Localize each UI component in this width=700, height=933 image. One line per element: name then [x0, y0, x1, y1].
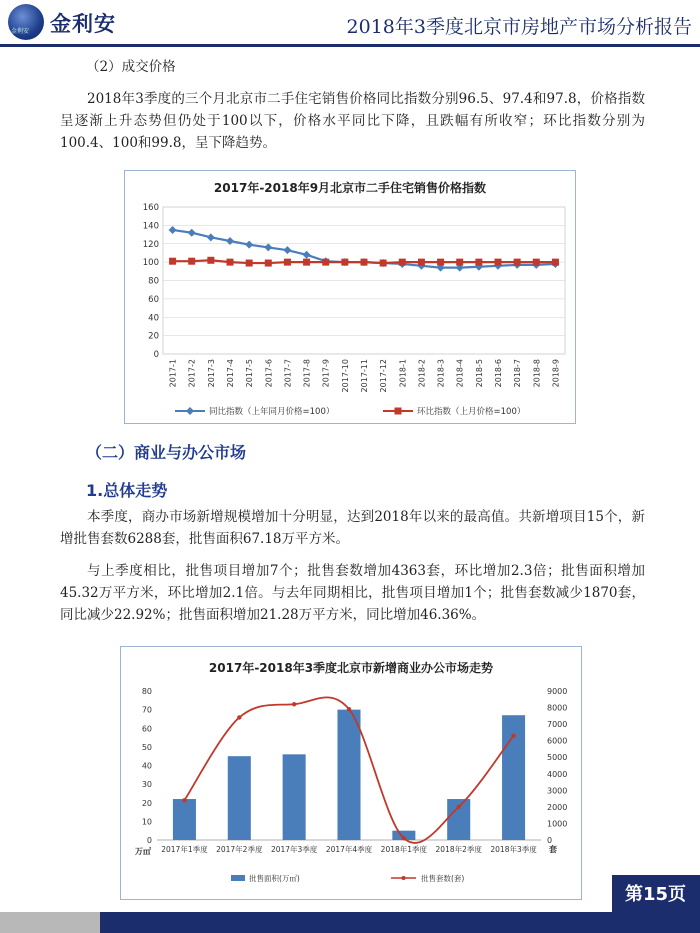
- chart1-point: [265, 260, 272, 267]
- chart2-point: [457, 805, 461, 809]
- chart1-point: [361, 259, 368, 266]
- chart2-xtick-label: 2018年3季度: [490, 845, 537, 854]
- chart1-xtick-label: 2017-8: [302, 359, 312, 388]
- chart2-ytick-right: 8000: [547, 703, 568, 713]
- chart1-xtick-label: 2018-4: [455, 359, 465, 388]
- chart1-xtick-label: 2017-7: [283, 359, 293, 388]
- chart1-point: [437, 259, 444, 266]
- chart2-title: 2017年-2018年3季度北京市新增商业办公市场走势: [208, 661, 494, 675]
- page-header: [0, 0, 700, 44]
- chart2-point: [237, 715, 241, 719]
- chart1-xtick-label: 2017-1: [168, 359, 178, 388]
- chart1-title: 2017年-2018年9月北京市二手住宅销售价格指数: [213, 181, 487, 195]
- chart1-point: [495, 259, 502, 266]
- chart1-xtick-label: 2017-11: [360, 359, 369, 393]
- chart2-point: [182, 798, 186, 802]
- chart1-ytick-label: 80: [148, 276, 159, 287]
- chart1-point: [303, 259, 310, 266]
- chart2-point: [402, 836, 406, 840]
- chart2-bar: [283, 754, 306, 840]
- chart1-ytick-label: 160: [142, 203, 159, 213]
- chart1-point: [475, 259, 482, 266]
- chart1-point: [456, 259, 463, 266]
- chart2-ytick-right: 5000: [547, 753, 568, 763]
- chart1-xtick-label: 2017-9: [321, 359, 331, 388]
- chart2-legend-label: 批售面积(万㎡): [249, 874, 300, 883]
- chart1-xtick-label: 2017-10: [340, 359, 350, 393]
- company-logo: [8, 4, 44, 40]
- chart1-point: [380, 260, 387, 267]
- chart2-ytick-right: 7000: [547, 720, 568, 730]
- footer-left-block: [0, 912, 100, 933]
- header-divider: [0, 44, 700, 47]
- chart1-point: [169, 258, 176, 265]
- chart1-legend-marker: [186, 407, 194, 415]
- price-index-chart: [124, 170, 576, 424]
- chart1-point: [341, 259, 348, 266]
- chart1-xtick-label: 2017-3: [206, 359, 216, 388]
- chart2-bar: [173, 799, 196, 840]
- chart2-bar: [337, 710, 360, 840]
- chart1-legend-label: 同比指数（上年同月价格=100）: [209, 407, 335, 417]
- chart2-ytick-right: 9000: [547, 687, 568, 696]
- chart2-xtick-label: 2018年2季度: [435, 845, 482, 854]
- chart1-point: [533, 259, 540, 266]
- logo-text: 金利安: [11, 28, 30, 35]
- chart1-xtick-label: 2018-7: [513, 359, 523, 388]
- chart2-ytick-right: 6000: [547, 736, 568, 746]
- page-number: 第15页: [625, 884, 687, 905]
- chart1-point: [514, 259, 521, 266]
- chart1-xtick-label: 2018-1: [398, 359, 408, 388]
- chart2-legend-label: 批售套数(套): [421, 874, 465, 883]
- chart1-point: [188, 258, 195, 265]
- chart1-point: [227, 259, 234, 266]
- chart2-legend-marker: [402, 876, 406, 880]
- price-heading: （2）成交价格: [86, 59, 176, 75]
- chart1-ytick-label: 40: [148, 313, 159, 324]
- chart1-ytick-label: 20: [148, 331, 159, 342]
- chart1-xtick-label: 2018-2: [417, 359, 427, 388]
- chart2-ytick-left: 40: [141, 761, 152, 771]
- office-subheading: 1.总体走势: [86, 481, 168, 500]
- chart1-xtick-label: 2017-4: [226, 359, 235, 388]
- chart1-ytick-label: 120: [142, 239, 159, 250]
- chart2-ytick-left: 30: [141, 780, 152, 790]
- chart1-point: [418, 259, 425, 266]
- chart1-point: [322, 259, 329, 266]
- office-paragraph-2: 与上季度相比，批售项目增加7个；批售套数增加4363套，环比增加2.3倍；批售面积增加45.32万平方米，环比增加2.1倍。与去年同期相比，批售项目增加1个；批售套数减少1870套，同比减少22.92%；批售面积增加21.28万平方米，同比增加46.36%。: [60, 563, 645, 623]
- chart1-point: [552, 259, 559, 266]
- chart2-point: [347, 707, 351, 711]
- chart2-ytick-right: 4000: [547, 769, 568, 779]
- chart2-bar: [228, 756, 251, 840]
- chart1-xtick-label: 2018-5: [474, 359, 484, 388]
- chart2-svg: [121, 647, 581, 899]
- chart1-xtick-label: 2018-9: [551, 359, 561, 388]
- chart2-xtick-label: 2018年1季度: [380, 845, 428, 854]
- brand-name: 金利安: [50, 12, 116, 36]
- chart1-xtick-label: 2018-8: [532, 359, 542, 388]
- chart1-point: [399, 259, 406, 266]
- chart2-ytick-left: 80: [141, 687, 152, 696]
- chart1-xtick-label: 2017-6: [264, 359, 274, 388]
- chart2-xtick-label: 2017年4季度: [325, 845, 373, 854]
- office-paragraph-1: 本季度，商办市场新增规模增加十分明显，达到2018年以来的最高值。共新增项目15个，新增批售套数6288套，批售面积67.18万平方米。: [60, 509, 645, 547]
- chart1-xtick-label: 2018-3: [436, 359, 446, 388]
- chart2-ylabel-left: 万㎡: [135, 847, 151, 856]
- office-market-chart: [120, 646, 582, 900]
- office-heading: （二）商业与办公市场: [86, 443, 247, 462]
- chart2-point: [511, 734, 515, 738]
- report-title: 2018年3季度北京市房地产市场分析报告: [346, 16, 692, 38]
- chart2-xtick-label: 2017年2季度: [216, 845, 263, 854]
- chart1-ytick-label: 140: [142, 221, 159, 232]
- chart2-ytick-left: 50: [141, 742, 152, 752]
- chart2-ylabel-right: 套: [549, 845, 557, 854]
- footer-bar: [0, 912, 700, 933]
- chart2-point: [292, 702, 296, 706]
- chart1-point: [246, 260, 253, 267]
- chart1-svg: [125, 171, 575, 423]
- chart2-ytick-left: 60: [141, 724, 152, 734]
- chart1-ytick-label: 60: [148, 294, 159, 305]
- chart2-xtick-label: 2017年3季度: [270, 845, 318, 854]
- chart2-ytick-right: 2000: [547, 802, 568, 812]
- chart2-legend-swatch: [231, 875, 245, 881]
- chart2-ytick-right: 1000: [547, 819, 568, 829]
- chart1-legend-marker: [395, 408, 402, 415]
- chart2-ytick-left: 0: [146, 836, 152, 845]
- chart2-ytick-right: 0: [547, 836, 553, 845]
- chart1-xtick-label: 2017-5: [245, 359, 255, 388]
- chart1-legend-label: 环比指数（上月价格=100）: [417, 407, 526, 417]
- footer-mid-block: [100, 912, 620, 933]
- chart1-point: [207, 257, 214, 264]
- chart1-ytick-label: 0: [153, 350, 159, 360]
- chart2-ytick-left: 10: [141, 817, 152, 827]
- chart1-xtick-label: 2018-6: [494, 359, 503, 388]
- chart1-point: [284, 259, 291, 266]
- chart2-ytick-left: 20: [141, 798, 152, 808]
- chart1-xtick-label: 2017-2: [187, 359, 197, 388]
- chart1-ytick-label: 100: [142, 258, 159, 269]
- chart1-xtick-label: 2017-12: [379, 359, 389, 393]
- chart2-ytick-left: 70: [141, 705, 152, 715]
- chart2-ytick-right: 3000: [547, 786, 568, 796]
- price-paragraph: 2018年3季度的三个月北京市二手住宅销售价格同比指数分别96.5、97.4和97.8，价格指数呈逐渐上升态势但仍处于100以下，价格水平同比下降，且跌幅有所收窄；环比指数分别为100.4、100和99.8，呈下降趋势。: [60, 91, 645, 151]
- chart2-xtick-label: 2017年1季度: [161, 845, 208, 854]
